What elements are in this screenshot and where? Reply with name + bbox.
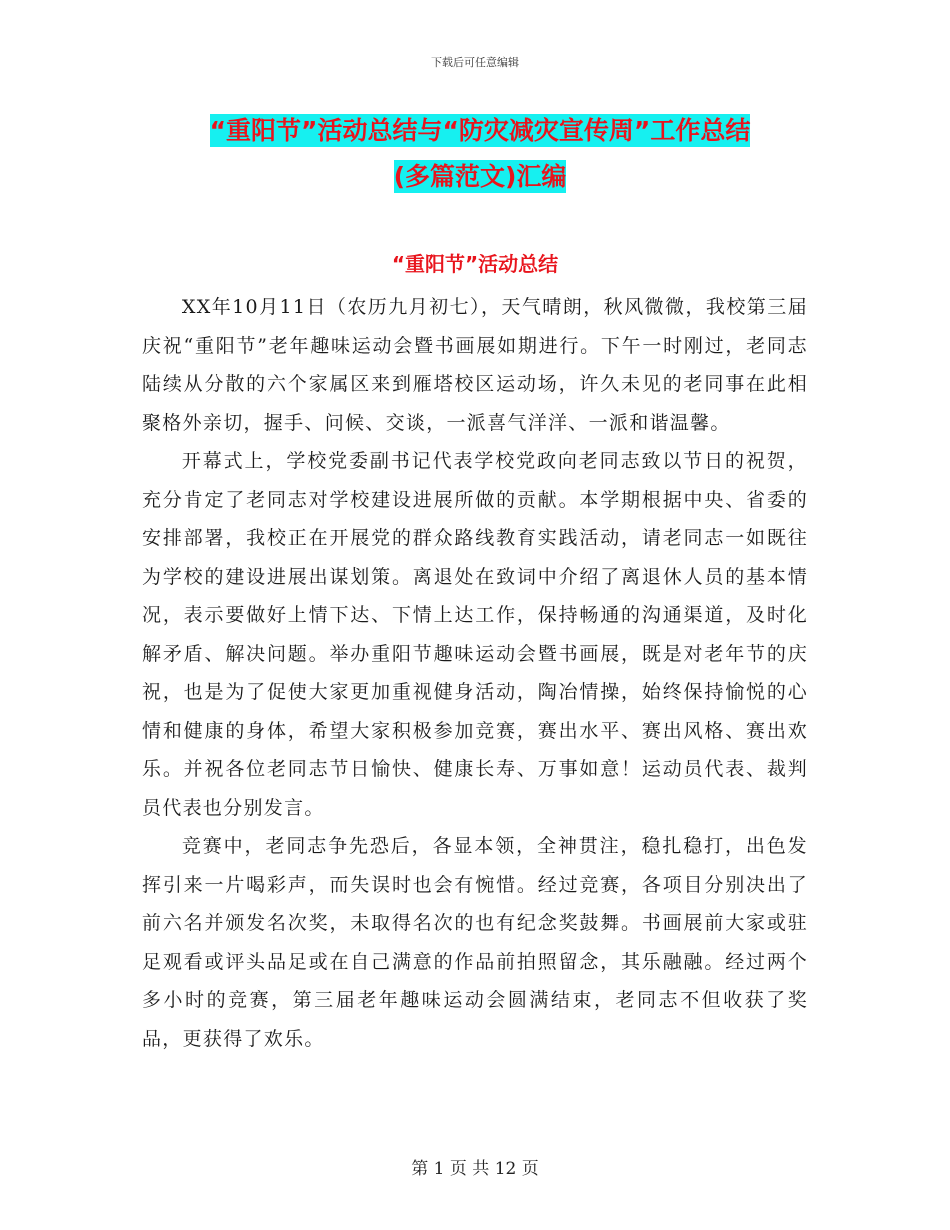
- paragraph: 开幕式上，学校党委副书记代表学校党政向老同志致以节日的祝贺，充分肯定了老同志对学校建设进展所做的贡献。本学期根据中央、省委的安排部署，我校正在开展党的群众路线教育实践活动，请老同志一如既往为学校的建设进展出谋划策。离退处在致词中介绍了离退休人员的基本情况，表示要做好上情下达、下情上达工作，保持畅通的沟通渠道，及时化解矛盾、解决问题。举办重阳节趣味运动会暨书画展，既是对老年节的庆祝，也是为了促使大家更加重视健身活动，陶冶情操，始终保持愉悦的心情和健康的身体，希望大家积极参加竞赛，赛出水平、赛出风格、赛出欢乐。并祝各位老同志节日愉快、健康长寿、万事如意！运动员代表、裁判员代表也分别发言。: [142, 450, 808, 819]
- paragraph: XX年10月11日（农历九月初七），天气晴朗，秋风微微，我校第三届庆祝“重阳节”老年趣味运动会暨书画展如期进行。下午一时刚过，老同志陆续从分散的六个家属区来到雁塔校区运动场，许久未见的老同事在此相聚格外亲切，握手、问候、交谈，一派喜气洋洋、一派和谐温馨。: [142, 296, 808, 434]
- section-title: “重阳节”活动总结: [391, 252, 559, 276]
- header-note: 下载后可任意编辑: [431, 56, 519, 69]
- body-text: [142, 288, 808, 1058]
- document-title: [140, 108, 820, 200]
- title-line-1: “重阳节”活动总结与“防灾减灾宣传周”工作总结: [209, 116, 751, 145]
- paragraph: 竞赛中，老同志争先恐后，各显本领，全神贯注，稳扎稳打，出色发挥引来一片喝彩声，而失误时也会有惋惜。经过竞赛，各项目分别决出了前六名并颁发名次奖，未取得名次的也有纪念奖鼓舞。书画展前大家或驻足观看或评头品足或在自己满意的作品前拍照留念，其乐融融。经过两个多小时的竞赛，第三届老年趣味运动会圆满结束，老同志不但收获了奖品，更获得了欢乐。: [142, 835, 808, 1050]
- page-footer: 第 1 页 共 12 页: [411, 1159, 539, 1179]
- title-line-2: (多篇范文)汇编: [393, 162, 567, 191]
